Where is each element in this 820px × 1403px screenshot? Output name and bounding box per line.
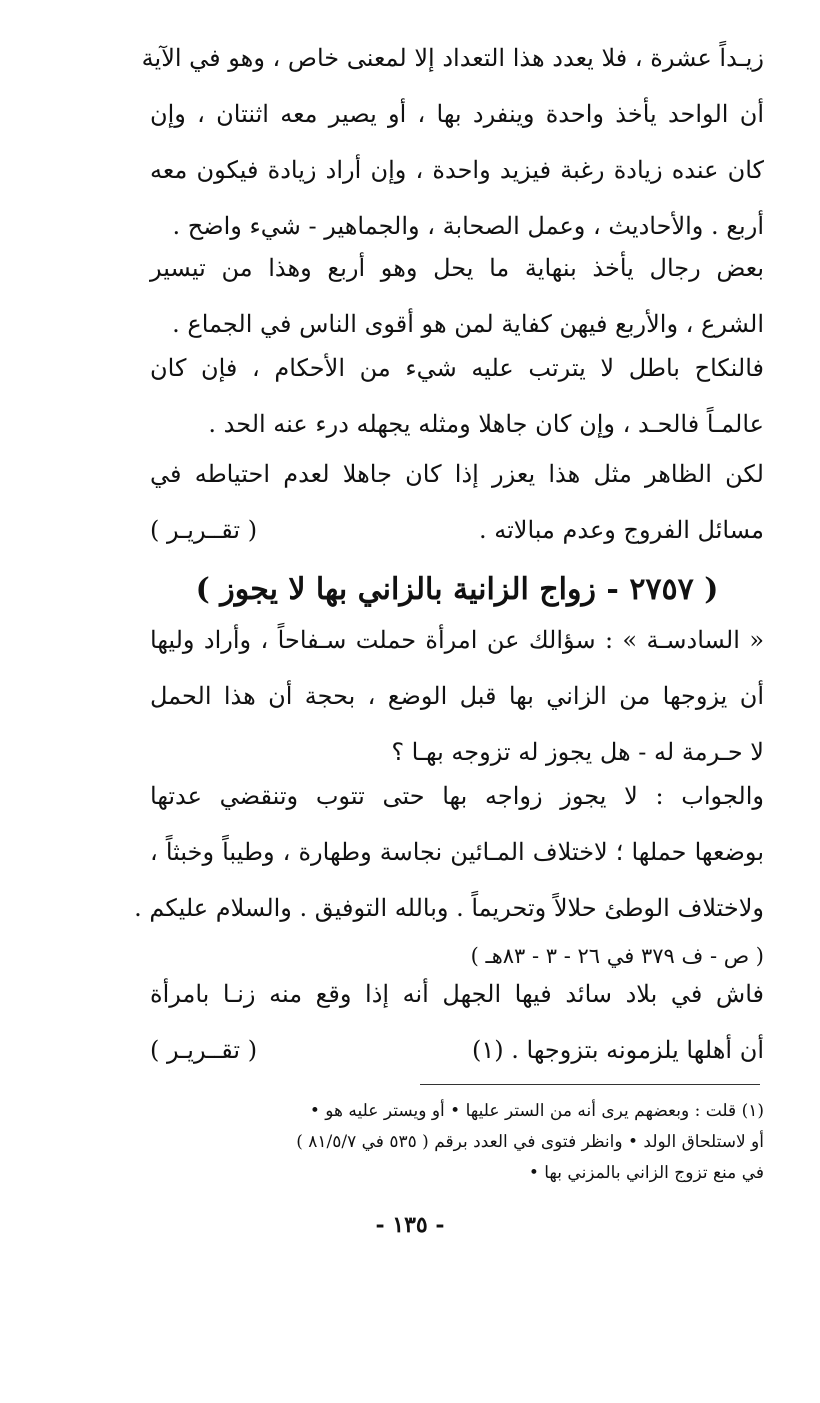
footnote-line: في منع تزوج الزاني بالمزني بها •: [528, 1163, 764, 1183]
text-line: عالمـاً فالحـد ، وإن كان جاهلا ومثله يجهله درء عنه الحد .: [208, 410, 764, 438]
text-segment: أن أهلها يلزمونه بتزوجها . (١): [472, 1036, 764, 1064]
paragraph-6: [134, 768, 764, 976]
text-line: فالنكاح باطل لا يترتب عليه شيء من الأحكام ، فإن كان: [150, 354, 764, 382]
source-tag: ( تقــريـر ): [150, 1036, 258, 1064]
text-line: « السادسـة » : سؤالك عن امرأة حملت سـفاحاً ، وأراد وليها: [150, 626, 764, 654]
text-line: [150, 502, 764, 558]
paragraph-3: [150, 340, 764, 452]
paragraph-1: [141, 30, 764, 254]
paragraph-4: [150, 446, 764, 558]
paragraph-5: [150, 612, 764, 780]
footnote-line: أو لاستلحاق الولد • وانظر فتوى في العدد برقم ( ٥٣٥ في ٨١/٥/٧ ): [296, 1132, 764, 1152]
text-line: كان عنده زيادة رغبة فيزيد واحدة ، وإن أراد زيادة فيكون معه: [150, 156, 764, 184]
text-line: ولاختلاف الوطئ حلالاً وتحريماً . وبالله التوفيق . والسلام عليكم .: [134, 894, 764, 922]
text-line: زيـداً عشرة ، فلا يعدد هذا التعداد إلا لمعنى خاص ، وهو في الآية: [141, 44, 764, 72]
paragraph-2: [150, 240, 764, 352]
text-line: أن الواحد يأخذ واحدة وينفرد بها ، أو يصير معه اثنتان ، وإن: [150, 100, 764, 128]
source-tag: ( تقــريـر ): [150, 516, 258, 544]
text-line: بعض رجال يأخذ بنهاية ما يحل وهو أربع وهذا من تيسير: [150, 254, 765, 282]
text-line: بوضعها حملها ؛ لاختلاف المـائين نجاسة وطهارة ، وطيباً وخبثاً ،: [150, 838, 764, 866]
text-line: فاش في بلاد سائد فيها الجهل أنه إذا وقع منه زنـا بامرأة: [150, 980, 764, 1008]
section-heading: ( ٢٧٥٧ - زواج الزانية بالزاني بها لا يجوز ): [195, 572, 719, 607]
text-line: [150, 1022, 764, 1078]
text-segment: مسائل الفروج وعدم مبالاته .: [478, 516, 764, 544]
footnote-line: (١) قلت : وبعضهم يرى أنه من الستر عليها • أو ويستر عليه هو •: [309, 1101, 764, 1121]
text-line: الشرع ، والأربع فيهن كفاية لمن هو أقوى الناس في الجماع .: [172, 310, 764, 338]
fatwa-reference: ( ص - ف ٣٧٩ في ٢٦ - ٣ - ٨٣هـ ): [470, 944, 764, 968]
text-line: والجواب : لا يجوز زواجه بها حتى تتوب وتنقضي عدتها: [150, 782, 764, 810]
footnotes: [150, 1096, 764, 1189]
text-line: لكن الظاهر مثل هذا يعزر إذا كان جاهلا لعدم احتياطه في: [150, 460, 764, 488]
footnote-divider: [420, 1084, 760, 1085]
text-line: أن يزوجها من الزاني بها قبل الوضع ، بحجة أن هذا الحمل: [150, 682, 764, 710]
paragraph-7: [150, 966, 764, 1078]
text-line: أربع . والأحاديث ، وعمل الصحابة ، والجماهير - شيء واضح .: [172, 212, 764, 240]
text-line: لا حـرمة له - هل يجوز له تزوجه بهـا ؟: [391, 738, 764, 766]
page-number: - ١٣٥ -: [375, 1212, 445, 1238]
